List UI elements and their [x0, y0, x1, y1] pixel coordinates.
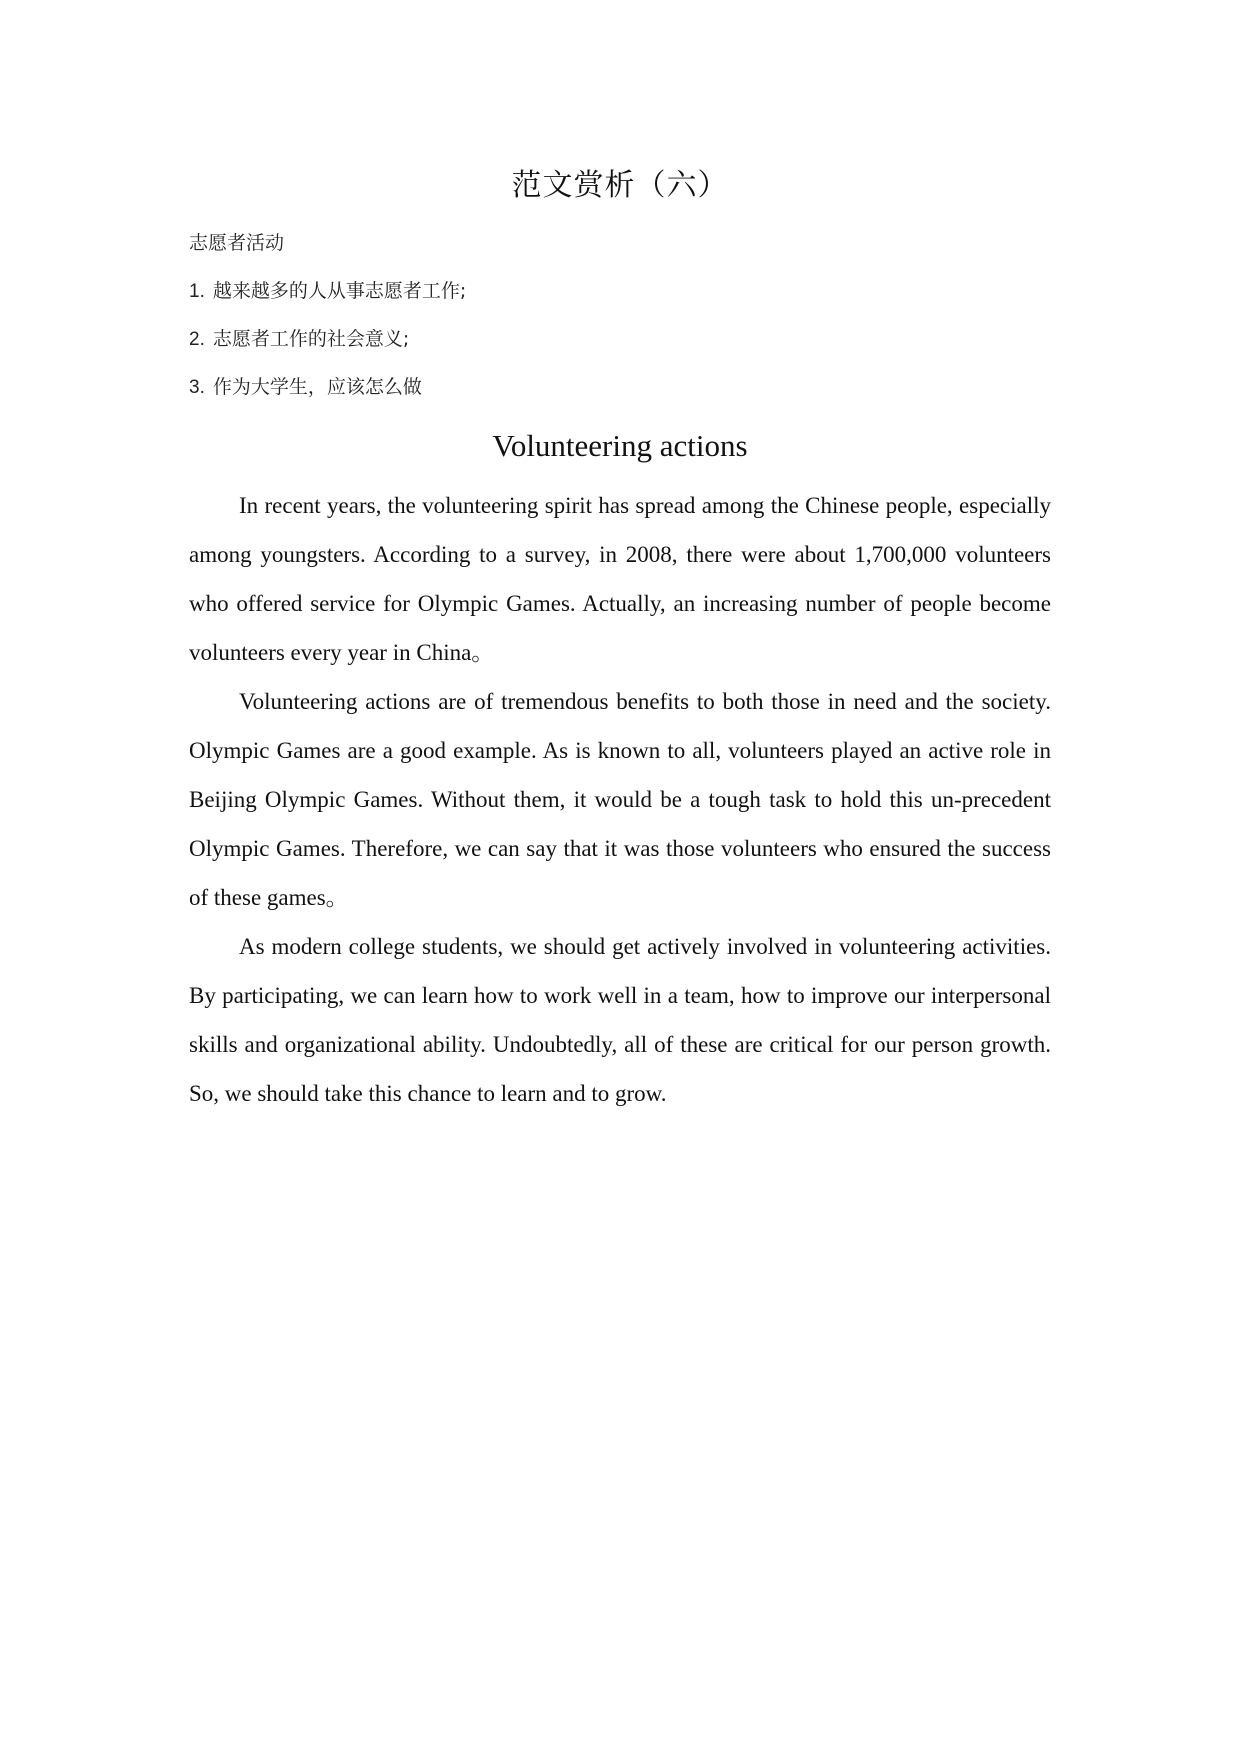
- document-title: 范文赏析（六）: [511, 168, 729, 203]
- outline-item: [189, 324, 409, 351]
- outline-text: 作为大学生，应该怎么做: [212, 376, 422, 398]
- topic-heading: 志愿者活动: [189, 232, 285, 254]
- outline-text: 志愿者工作的社会意义;: [212, 328, 410, 350]
- essay-title: Volunteering actions: [492, 428, 748, 463]
- essay-paragraph: As modern college students, we should get actively involved in volunteering activities. By participating, we can learn how to work well in a team, how to improve our interpersonal skills and organizational ability. Undoubtedly, all of these are critical for our person growth. So, we should take this chance to learn and to grow.: [189, 934, 1051, 1106]
- outline-number: 1.: [189, 281, 205, 302]
- outline-item: [189, 372, 422, 399]
- outline-text: 越来越多的人从事志愿者工作;: [212, 280, 467, 302]
- essay-paragraph: Volunteering actions are of tremendous benefits to both those in need and the society. Olympic Games are a good example. As is known to all, volunteers played an active role in Beijing Olympic Games. Without them, it would be a tough task to hold this un-precedent Olympic Games. Therefore, we can say that it was those volunteers who ensured the success of these games。: [189, 689, 1051, 910]
- outline-number: 2.: [189, 329, 205, 350]
- outline-number: 3.: [189, 377, 205, 398]
- outline-item: [189, 276, 466, 303]
- essay-paragraph: In recent years, the volunteering spirit has spread among the Chinese people, especially among youngsters. According to a survey, in 2008, there were about 1,700,000 volunteers who offered service for Olympic Games. Actually, an increasing number of people become volunteers every year in China。: [189, 493, 1051, 665]
- essay-body: [189, 481, 1051, 1118]
